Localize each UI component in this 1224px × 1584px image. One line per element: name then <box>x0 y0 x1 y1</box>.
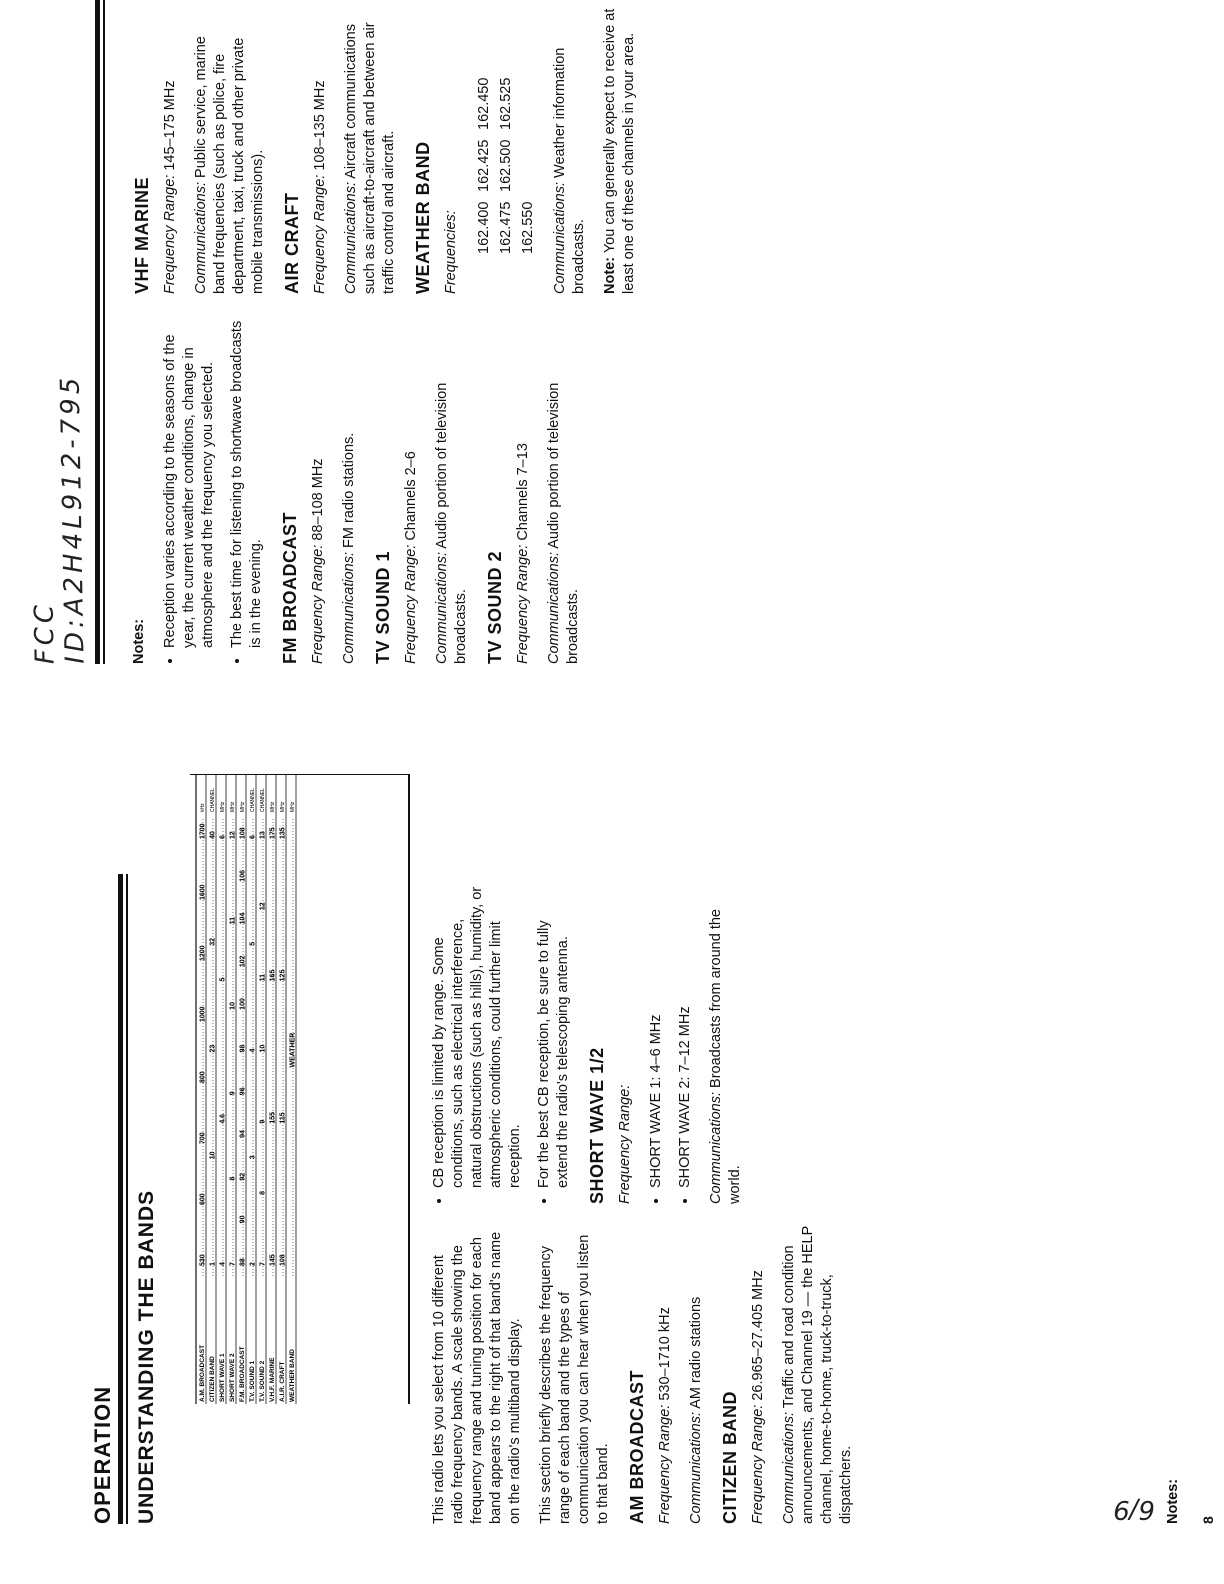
scale-tick-label: WEATHER <box>289 1032 297 1068</box>
wx-freq: 162.425 <box>476 139 492 192</box>
scale-band-name: V.H.F. MARINE <box>269 1357 276 1402</box>
scale-tick-label: 108 <box>279 1254 287 1266</box>
cb-frequency <box>749 1224 768 1524</box>
cb-heading: CITIZEN BAND <box>720 1391 740 1524</box>
tv1-freq-label: Frequency Range: <box>403 544 419 664</box>
page-title: UNDERSTANDING THE BANDS <box>135 1189 158 1524</box>
aircraft-heading: AIR CRAFT <box>282 192 302 294</box>
wx-note-label: Note: <box>602 256 618 294</box>
scale-tick-label: 5 <box>219 977 227 982</box>
tv2-heading: TV SOUND 2 <box>485 550 505 664</box>
right-rule-thick <box>95 0 100 664</box>
notes-label-right: Notes: <box>131 618 147 664</box>
scale-tick-label: 155 <box>269 1111 277 1124</box>
scale-band-name: T.V. SOUND 1 <box>249 1360 256 1402</box>
handwritten-page-mark: 6/9 <box>1113 1494 1155 1524</box>
column-3 <box>130 314 1224 664</box>
cb-freq-value: 26.965–27.405 MHz <box>750 1270 766 1401</box>
column-2 <box>430 874 1224 1204</box>
sw-note-evening: • The best time for listening to shortwave broadcasts is in the evening. <box>228 314 266 648</box>
sw-comm-label: Communications: <box>708 1091 724 1204</box>
scale-frame <box>190 774 410 1404</box>
scale-tick-label: 11 <box>259 973 267 982</box>
tv1-heading: TV SOUND 1 <box>373 550 393 664</box>
scale-tick-label: 100 <box>239 998 247 1010</box>
tv1-frequency <box>402 314 421 664</box>
sw-freq-item-1: • SHORT WAVE 1: 4–6 MHz <box>647 874 666 1188</box>
sw-note-reception: • Reception varies according to the seasons of the year, the current weather conditions, change in atmosphere and the frequency you selected. <box>161 314 218 648</box>
am-freq-value: 530–1710 kHz <box>657 1307 673 1401</box>
scale-tick-label: 1000 <box>199 1006 207 1022</box>
section-title: OPERATION <box>90 1385 115 1524</box>
am-communications <box>687 1224 706 1524</box>
scale-tick-label: 145 <box>269 1254 277 1266</box>
wx-freq: 162.450 <box>476 77 492 130</box>
fm-comm-value: FM radio stations. <box>341 432 357 548</box>
scale-band-name: SHORT WAVE 1 <box>219 1353 226 1402</box>
tv1-communications <box>433 314 471 664</box>
fm-heading: FM BROADCAST <box>280 512 300 664</box>
scale-band-name: SHORT WAVE 2 <box>229 1353 236 1402</box>
sw-freq-label: Frequency Range: <box>617 1084 633 1204</box>
scale-band-name: T.V. SOUND 2 <box>259 1360 266 1402</box>
scale-tick-label: 98 <box>239 1044 247 1053</box>
scale-tick-label: 175 <box>269 827 277 839</box>
scale-tick-label: 4 <box>249 1048 257 1053</box>
scale-tick-label: 7 <box>229 1262 237 1266</box>
header-rule-thick <box>118 874 123 1524</box>
wx-freq: 162.500 <box>498 139 514 192</box>
scale-tick-label: 3 <box>249 1155 257 1160</box>
cb-note-range: • CB reception is limited by range. Some conditions, such as electrical interference, natural obstructions (such as hills), humidity, or atmospheric conditions, could further limit reception. <box>430 874 525 1188</box>
fm-comm-label: Communications: <box>341 551 357 664</box>
shortwave-heading: SHORT WAVE 1/2 <box>587 1047 607 1204</box>
air-comm-value: Aircraft communications such as aircraft-to-aircraft and between air traffic control and aircraft. <box>343 22 397 294</box>
tv1-comm-value: Audio portion of television broadcasts. <box>434 382 469 664</box>
cb-freq-label: Frequency Range: <box>750 1404 766 1524</box>
scale-tick-label: 8 <box>229 1176 237 1181</box>
scale-unit: MHz <box>270 801 276 812</box>
scale-tick-label: 5 <box>249 941 257 946</box>
wx-comm-value: Weather information broadcasts. <box>552 47 587 294</box>
scale-band-name: WEATHER BAND <box>289 1349 296 1402</box>
notes-label-left: Notes: <box>1165 1478 1181 1524</box>
scale-tick-label: 32 <box>209 937 217 946</box>
weather-heading: WEATHER BAND <box>413 141 433 294</box>
scale-band-name: CITIZEN BAND <box>209 1356 216 1402</box>
scale-tick-label: 106 <box>239 870 247 882</box>
scale-unit: CHANNEL <box>250 788 256 812</box>
scale-tick-label: 135 <box>279 827 287 839</box>
intro-paragraph-2: This section briefly describes the frequency range of each band and the types of communication you can hear when you listen to that band. <box>538 1234 611 1524</box>
tv2-frequency <box>514 314 533 664</box>
wx-freq: 162.525 <box>498 77 514 130</box>
scale-tick-label: 1600 <box>199 884 207 900</box>
air-comm-label: Communications: <box>343 181 359 294</box>
air-freq-label: Frequency Range: <box>312 174 328 294</box>
scale-unit: kHz <box>200 803 206 812</box>
tv2-freq-value: Channels 7–13 <box>515 443 531 541</box>
fm-frequency <box>309 314 328 664</box>
cb-note-antenna: • For the best CB reception, be sure to fully extend the radio's telescoping antenna. <box>535 874 573 1188</box>
scale-tick-label: 10 <box>209 1151 217 1160</box>
scale-tick-label: 108 <box>239 827 247 839</box>
scale-tick-label: 10 <box>229 1002 237 1010</box>
scale-tick-label: 102 <box>239 955 247 968</box>
scale-tick-label: 1200 <box>199 945 207 961</box>
wx-freq-label: Frequencies: <box>443 210 459 294</box>
sw-communications <box>707 874 745 1204</box>
sw-freq-item-2: • SHORT WAVE 2: 7–12 MHz <box>676 874 695 1188</box>
scale-tick-label: 165 <box>269 969 277 982</box>
scale-band-name: F.M. BROADCAST <box>239 1346 246 1402</box>
am-freq-label: Frequency Range: <box>657 1404 673 1524</box>
header-rule-thin <box>126 874 128 1524</box>
vhf-freq-label: Frequency Range: <box>162 174 178 294</box>
fm-freq-value: 88–108 MHz <box>310 458 326 541</box>
cb-notes-list <box>430 874 573 1204</box>
tv1-freq-value: Channels 2–6 <box>403 451 419 541</box>
scale-band-name: A.I.R. CRAFT <box>279 1361 286 1402</box>
am-comm-value: AM radio stations <box>688 1296 704 1409</box>
scale-tick-label: 4.6 <box>219 1113 227 1124</box>
wx-freq: 162.550 <box>520 201 536 254</box>
scale-unit: CHANNEL <box>260 788 266 812</box>
scale-unit: MHz <box>230 801 236 812</box>
cb-communications <box>780 1224 856 1524</box>
am-comm-label: Communications: <box>688 1411 704 1524</box>
vhf-comm-label: Communications: <box>193 181 209 294</box>
air-frequency <box>311 0 330 294</box>
air-freq-value: 108–135 MHz <box>312 80 328 171</box>
wx-comm-label: Communications: <box>552 181 568 294</box>
column-4 <box>130 0 1224 294</box>
section-header <box>90 874 128 1524</box>
vhf-communications <box>192 0 268 294</box>
scale-tick-label: 40 <box>209 831 217 839</box>
scale-tick-label: 88 <box>239 1258 247 1266</box>
scale-tick-label: 90 <box>239 1215 247 1224</box>
wx-note <box>601 0 639 294</box>
vhf-freq-value: 145–175 MHz <box>162 80 178 171</box>
scale-unit: CHANNEL <box>210 788 216 812</box>
scale-tick-label: 96 <box>239 1087 247 1096</box>
wx-note-value: You can generally expect to receive at least one of these channels in your area. <box>602 8 637 294</box>
air-communications <box>342 0 399 294</box>
vhf-frequency <box>161 0 180 294</box>
wx-freq: 162.475 <box>498 201 514 254</box>
scale-tick-label: 600 <box>199 1193 207 1205</box>
scale-tick-label: 7 <box>259 1262 267 1266</box>
scale-tick-label: 115 <box>279 1112 287 1124</box>
sw-freq-list <box>647 874 695 1204</box>
scale-tick-label: 4 <box>219 1262 227 1266</box>
handwritten-fcc-id: FCC ID:A2H4L912-795 <box>29 373 91 665</box>
cb-comm-label: Communications: <box>781 1411 797 1524</box>
scale-unit: MHz <box>290 801 296 812</box>
scale-tick-label: 13 <box>259 831 267 839</box>
scale-tick-label: 1700 <box>199 823 207 839</box>
scale-unit: MHz <box>240 801 246 812</box>
scale-tick-label: 92 <box>239 1172 247 1181</box>
scale-tick-label: 104 <box>239 912 247 925</box>
vhf-comm-value: Public service, marine band frequencies (such as police, fire department, taxi, truck and other private mobile transmissions). <box>193 36 266 294</box>
tv1-comm-label: Communications: <box>434 551 450 664</box>
intro-paragraph-1: This radio lets you select from 10 different radio frequency bands. A scale showing the frequency range and tuning position for each band appears to the right of that band's name on the radio's multiband display. <box>431 1231 523 1524</box>
sw-notes-list <box>161 314 266 664</box>
vhf-heading: VHF MARINE <box>132 177 152 294</box>
am-frequency <box>656 1224 675 1524</box>
wx-communications <box>551 0 589 294</box>
am-heading: AM BROADCAST <box>627 1370 647 1524</box>
scale-tick-label: 1 <box>209 1262 217 1266</box>
scale-tick-label: 125 <box>279 969 287 982</box>
right-rule-thin <box>103 0 105 664</box>
scale-tick-label: 12 <box>229 831 237 839</box>
page-number: 8 <box>1200 1516 1216 1524</box>
scale-tick-label: 530 <box>199 1254 207 1266</box>
cb-comm-value: Traffic and road condition announcements, and Channel 19 — the HELP channel, home-to-home, truck-to-truck, dispatchers. <box>781 1226 854 1524</box>
scale-tick-label: 700 <box>199 1132 207 1144</box>
scale-unit: MHz <box>280 801 286 812</box>
tv2-comm-value: Audio portion of television broadcasts. <box>546 382 581 664</box>
scale-tick-label: 10 <box>259 1044 267 1053</box>
scale-tick-label: 6 <box>249 835 257 839</box>
sw-comm-value: Broadcasts from around the world. <box>708 909 743 1204</box>
column-1 <box>430 1224 1224 1524</box>
scale-band-name: A.M. BROADCAST <box>199 1344 206 1402</box>
scale-tick-label: 800 <box>199 1071 207 1083</box>
scale-tick-label: 11 <box>229 916 237 925</box>
right-header-rule <box>95 0 105 664</box>
scale-tick-label: 94 <box>239 1130 247 1138</box>
wx-freq: 162.400 <box>476 201 492 254</box>
multiband-scale <box>190 774 410 1404</box>
scale-tick-label: 9 <box>259 1119 267 1124</box>
scale-tick-label: 6 <box>219 835 227 839</box>
tv2-communications <box>545 314 583 664</box>
scale-unit: MHz <box>220 801 226 812</box>
scale-tick-label: 9 <box>229 1091 237 1096</box>
weather-frequency-list <box>473 0 539 294</box>
fm-freq-label: Frequency Range: <box>310 544 326 664</box>
tv2-freq-label: Frequency Range: <box>515 544 531 664</box>
fm-communications <box>340 314 359 664</box>
scale-tick-label: 12 <box>259 902 267 911</box>
scale-tick-label: 2 <box>249 1262 257 1266</box>
scale-tick-label: 8 <box>259 1190 267 1195</box>
tv2-comm-label: Communications: <box>546 551 562 664</box>
scale-tick-label: 23 <box>209 1044 217 1053</box>
